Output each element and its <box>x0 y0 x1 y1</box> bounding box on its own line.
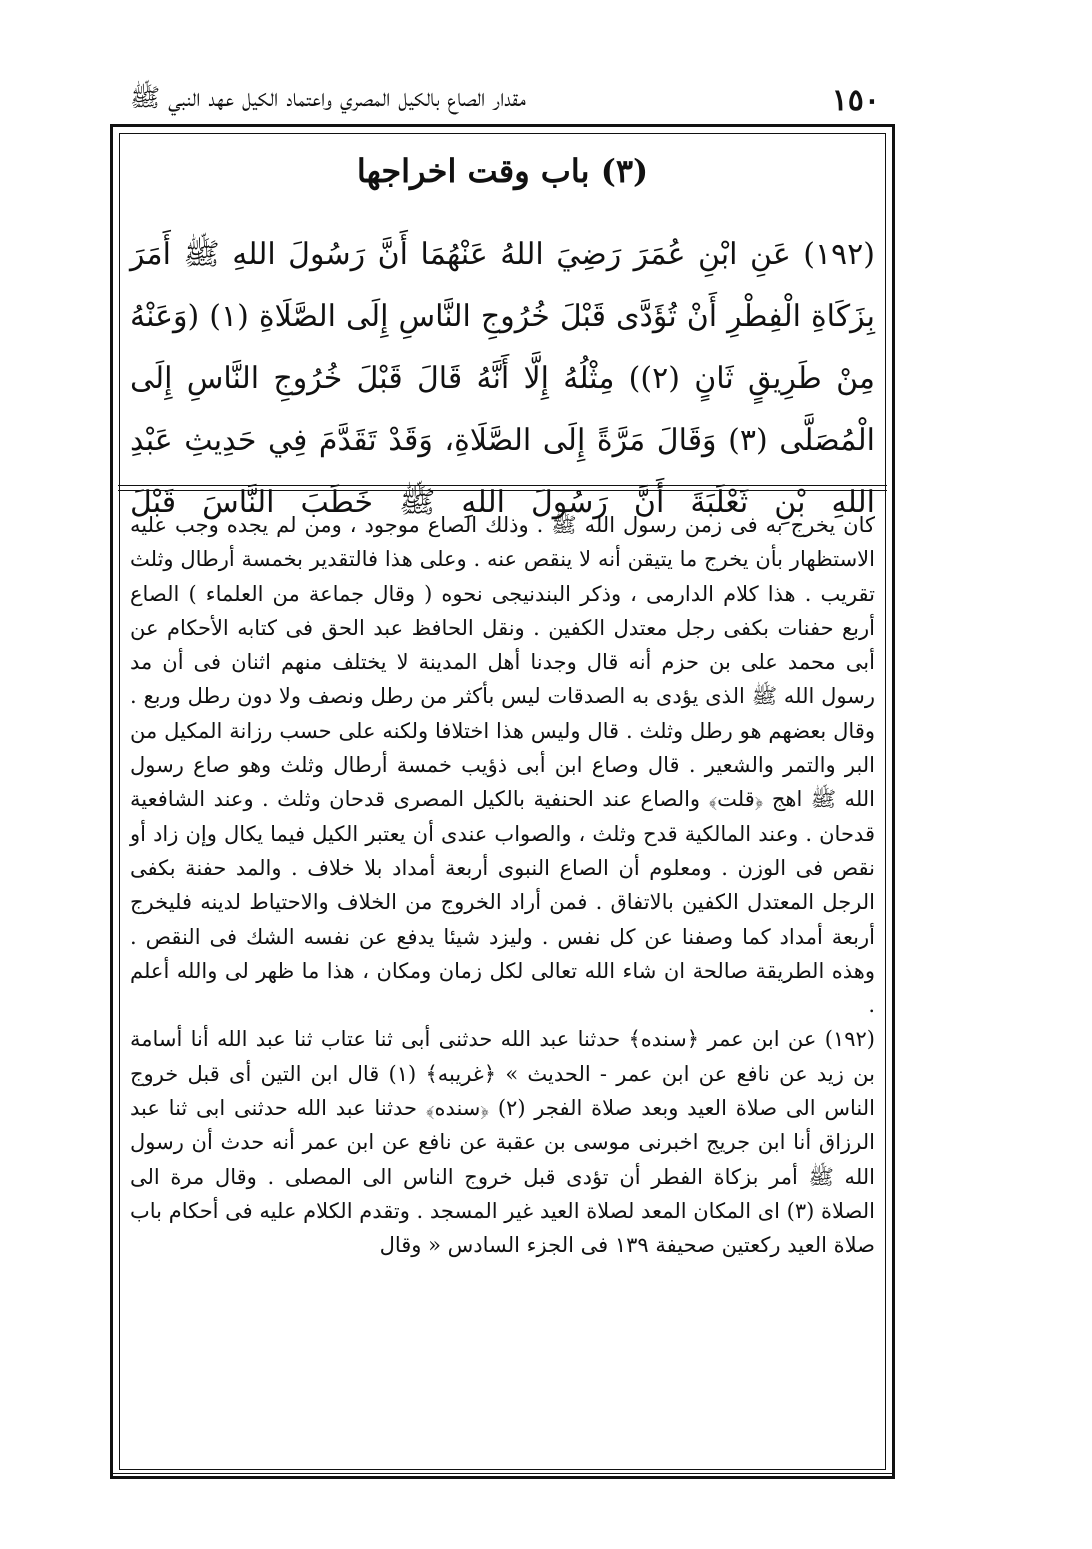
commentary-paragraph: (١٩٢) عن ابن عمر ﴿سنده﴾ حدثنا عبد الله حدثنى أبى ثنا عتاب ثنا عبد الله أنا أسامة بن زيد عن نافع عن ابن عمر - الحديث » ﴿غريبه﴾ (١) قال ابن التين أى قبل خروج الناس الى صلاة العيد وبعد صلاة الفجر (٢) ﴿سنده﴾ حدثنا عبد الله حدثنى ابى ثنا عبد الرزاق أنا ابن جريج اخبرنى موسى بن عقبة عن نافع عن ابن عمر أنه حدث أن رسول الله ﷺ أمر بزكاة الفطر أن تؤدى قبل خروج الناس الى المصلى . وقال مرة الى الصلاة (٣) اى المكان المعد لصلاة العيد غير المسجد . وتقدم الكلام عليه فى أحكام باب صلاة العيد ركعتين صحيفة ١٣٩ فى الجزء السادس « وقال <box>130 1027 875 1258</box>
page-number: ١٥٠ <box>831 82 880 118</box>
commentary <box>130 508 875 1468</box>
commentary-paragraph: كان يخرج به فى زمن رسول الله ﷺ . وذلك الصاع موجود ، ومن لم يجده وجب عليه الاستظهار بأن يخرج ما يتيقن أنه لا ينقص عنه . وعلى هذا فالتقدير بخمسة أرطال وثلث تقريب . هذا كلام الدارمى ، وذكر البندنيجى نحوه ( وقال جماعة من العلماء ) الصاع أربع حفنات بكفى رجل معتدل الكفين . ونقل الحافظ عبد الحق فى كتابه الأحكام عن أبى محمد على بن حزم أنه قال وجدنا أهل المدينة لا يختلف منهم اثنان فى أن مد رسول الله ﷺ الذى يؤدى به الصدقات ليس بأكثر من رطل ونصف ولا دون رطل وربع . وقال بعضهم هو رطل وثلث . قال وليس هذا اختلافا ولكنه على حسب رزانة المكيل من البر والتمر والشعير . قال وصاع ابن أبى ذؤيب خمسة أرطال وثلث وهو صاع رسول الله ﷺ اهج ﴿قلت﴾ والصاع عند الحنفية بالكيل المصرى قدحان وثلث . وعند الشافعية قدحان . وعند المالكية قدح وثلث ، والصواب عندى أن يعتبر الكيل فيما يكال وإن زاد أو نقص فى الوزن . ومعلوم أن الصاع النبوى أربعة أمداد بلا خلاف . والمد حفنة بكفى الرجل المعتدل الكفين بالاتفاق . فمن أراد الخروج من الخلاف والاحتياط لدينه فليخرج أربعة أمداد كما وصفنا عن كل نفس . وليزد شيئا يدفع عن نفسه الشك فى النقص . وهذه الطريقة صالحة ان شاء الله تعالى لكل زمان ومكان ، هذا ما ظهر لى والله أعلم . <box>130 513 875 1018</box>
chapter-heading: (٣) باب وقت اخراجها <box>356 152 649 190</box>
section-divider <box>118 485 887 491</box>
hadith-text: (١٩٢) عَنِ ابْنِ عُمَرَ رَضِيَ اللهُ عَنْهُمَا أَنَّ رَسُولَ اللهِ ﷺ أَمَرَ بِزَكَاةِ الْفِطْرِ أَنْ تُؤَدَّى قَبْلَ خُرُوجِ النَّاسِ إِلَى الصَّلَاةِ (١) (وَعَنْهُ مِنْ طَرِيقٍ ثَانٍ (٢)) مِثْلُهُ إِلَّا أَنَّهُ قَالَ قَبْلَ خُرُوجِ النَّاسِ إِلَى الْمُصَلَّى (٣) وَقَالَ مَرَّةً إِلَى الصَّلَاةِ، وَقَدْ تَقَدَّمَ فِي حَدِيثِ عَبْدِ اللهِ بْنِ ثَعْلَبَةَ أَنَّ رَسُولَ اللهِ ﷺ خَطَبَ النَّاسَ قَبْلَ <box>130 237 876 520</box>
page-header <box>130 80 880 120</box>
running-title: مقدار الصاع بالكيل المصري واعتماد الكيل عهد النبي ﷺ <box>130 82 526 112</box>
bottom-rule <box>110 1473 895 1479</box>
